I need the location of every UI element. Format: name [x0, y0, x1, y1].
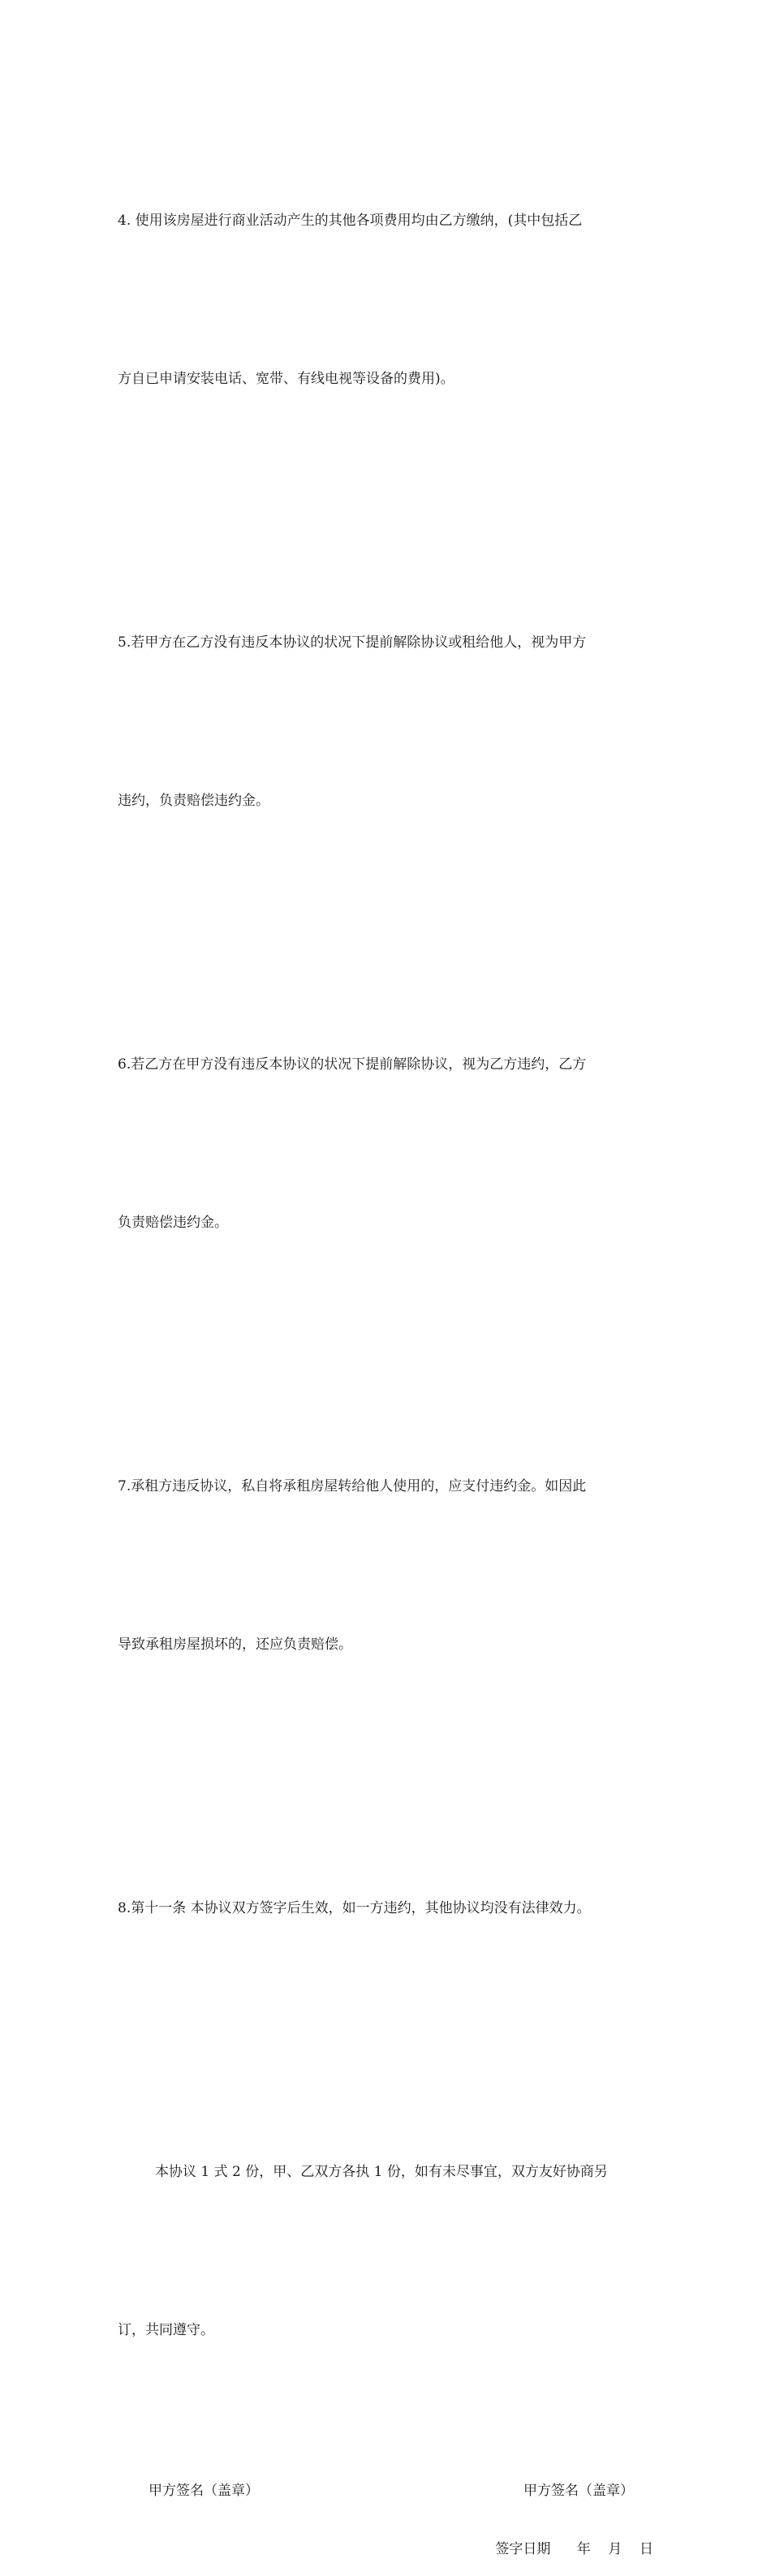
document-body [118, 89, 653, 2576]
closing-line-1: 本协议 1 式 2 份，甲、乙双方各执 1 份，如有未尽事宜，双方友好协商另 [155, 2164, 608, 2180]
clause-7-line-2: 导致承租房屋损坏的，还应负责赔偿。 [118, 1636, 352, 1653]
clause-6-line-1: 6.若乙方在甲方没有违反本协议的状况下提前解除协议，视为乙方违约，乙方 [118, 1056, 587, 1073]
signature-row [118, 2462, 653, 2519]
clause-7 [118, 1355, 653, 1777]
clause-6-line-2: 负责赔偿违约金。 [118, 1215, 228, 1231]
clause-5 [118, 511, 653, 933]
clause-4-line-1: 4. 使用该房屋进行商业活动产生的其他各项费用均由乙方缴纳，(其中包括乙 [118, 213, 583, 229]
closing-paragraph [118, 2041, 653, 2462]
signing-date: 签字日期 年 月 日 [495, 2541, 653, 2557]
closing-line-2: 订，共同遵守。 [118, 2322, 214, 2338]
signature-right: 甲方签名（盖章） [523, 2483, 634, 2499]
clause-5-line-1: 5.若甲方在乙方没有违反本协议的状况下提前解除协议或租给他人，视为甲方 [118, 634, 587, 651]
clause-8-line-1: 8.第十一条 本协议双方签字后生效，如一方违约，其他协议均没有法律效力。 [118, 1900, 591, 1916]
clause-7-line-1: 7.承租方违反协议，私自将承租房屋转给他人使用的，应支付违约金。如因此 [118, 1478, 587, 1494]
clause-6 [118, 933, 653, 1355]
clause-5-line-2: 违约，负责赔偿违约金。 [118, 793, 269, 809]
date-row [118, 2519, 653, 2576]
clause-4 [118, 89, 653, 511]
clause-4-line-2: 方自已申请安装电话、宽带、有线电视等设备的费用)。 [118, 371, 454, 387]
signature-left: 甲方签名（盖章） [149, 2483, 259, 2499]
clause-8 [118, 1777, 653, 2041]
